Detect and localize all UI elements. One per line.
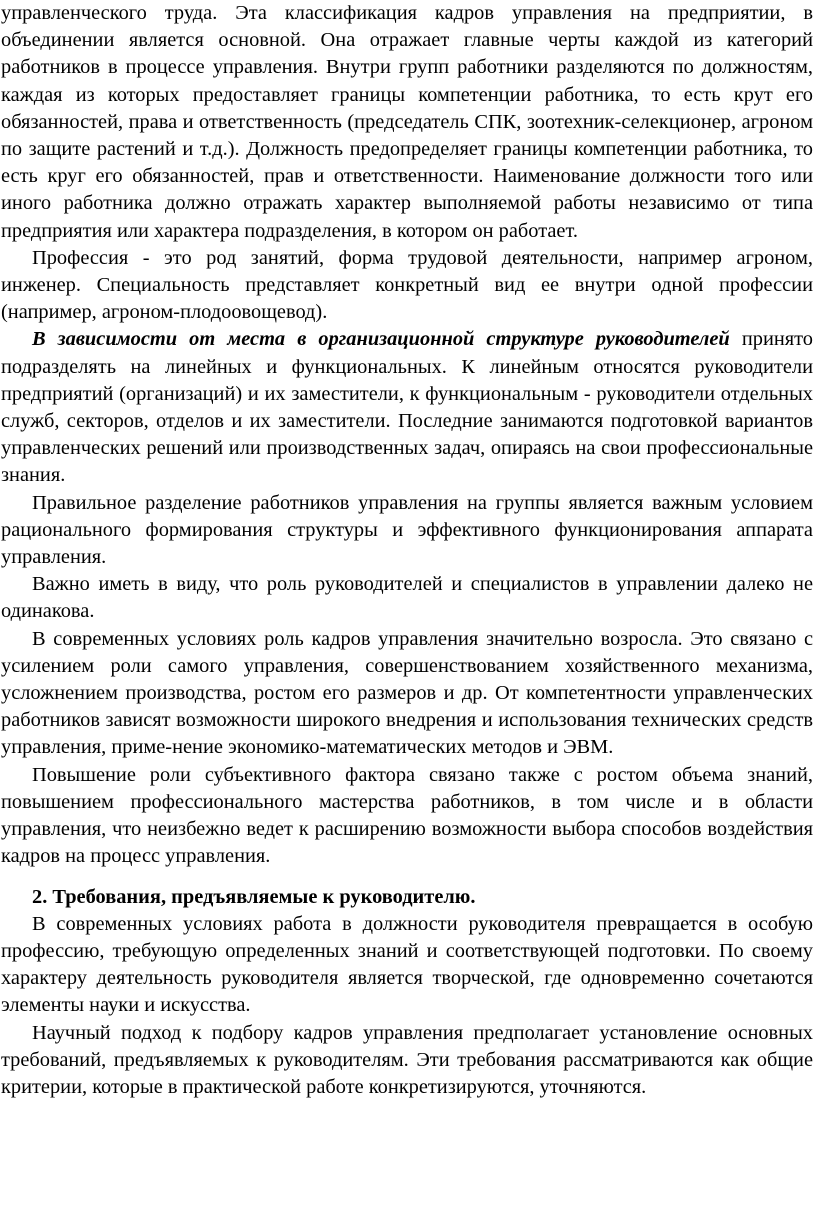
paragraph-emphasized [1,326,813,489]
paragraph: Научный подход к подбору кадров управления предполагает установление основных требований, предъявляемых к руководителям. Эти требования рассматриваются как общие критерии, которые в практической работе конкретизируются, уточняются. [1,1021,813,1098]
emphasis-phrase: В зависимости от места в организационной структуре руководителей [32,328,730,351]
paragraph: Правильное разделение работников управления на группы является важным условием рационального формирования структуры и эффективного функционирования аппарата управления. [1,491,813,569]
paragraph: Профессия - это род занятий, форма трудовой деятельности, например агроном, инженер. Специальность представляет конкретный вид ее внутри одной профессии (например, агроном-плодоовощевод). [1,246,813,324]
paragraph: В современных условиях работа в должности руководителя превращается в особую профессию, требующую определенных знаний и соответствующей подготовки. По своему характеру деятельность руководителя является творческой, где одновременно сочетаются элементы науки и искусства. [1,912,813,1017]
paragraph: Повышение роли субъективного фактора связано также с ростом объема знаний, повышением профессионального мастерства работников, в том числе и в области управления, что неизбежно ведет к расширению возможности выбора способов воздействия кадров на процесс управления. [1,763,813,868]
paragraph: В современных условиях роль кадров управления значительно возросла. Это связано с усилением роли самого управления, совершенствованием хозяйственного механизма, усложнением производства, ростом его размеров и др. От компетентности управленческих работников зависят возможности широкого внедрения и использования технических средств управления, приме-нение экономико-математических методов и ЭВМ. [1,627,813,759]
section-heading: 2. Требования, предъявляемые к руководителю. [32,885,476,908]
paragraph: Важно иметь в виду, что роль руководителей и специалистов в управлении далеко не одинакова. [1,573,813,623]
paragraph: управленческого труда. Эта классификация кадров управления на предприятии, в объединении является основной. Она отражает главные черты каждой из категорий работников в процессе управления. Внутри групп работники разделяются по должностям, каждая из которых предоставляет границы компетенции работника, то есть крут его обязанностей, права и ответственность (председатель СПК, зоотехник-селекционер, агроном по защите растений и т.д.). Должность предопределяет границы компетенции работника, то есть круг его обязанностей, прав и ответственности. Наименование должности того или иного работника должно отражать характер выполняемой работы независимо от типа предприятия или характера подразделения, в котором он работает. [1,2,813,242]
paragraph-text: принято подразделять на линейных и функциональных. К линейным относятся руководители предприятий (организаций) и их заместители, к функциональным - руководители отдельных служб, секторов, отделов и их заместители. Последние занимаются подготовкой вариантов управленческих решений или производственных задач, опираясь на свои профессиональные знания. [1,328,813,487]
